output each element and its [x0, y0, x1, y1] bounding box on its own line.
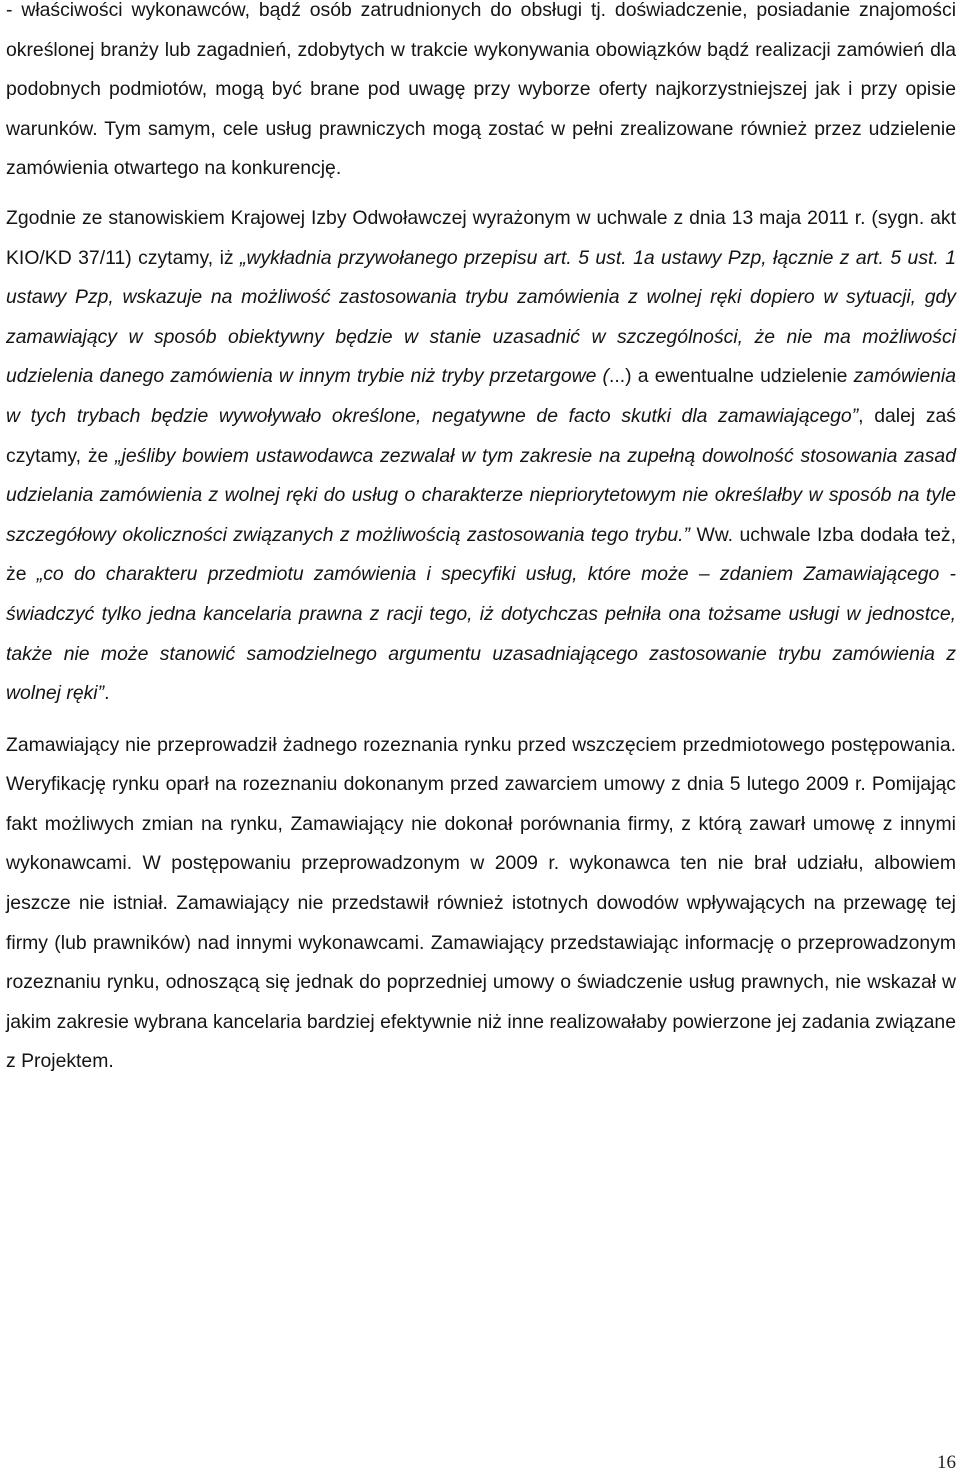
- paragraph-2-text-b: ...) a ewentualne udzielenie: [609, 365, 854, 388]
- page-number: 16: [937, 1452, 956, 1473]
- paragraph-2: [6, 199, 956, 714]
- document-page: [6, 0, 956, 1082]
- paragraph-2-quote-d: „co do charakteru przedmiotu zamówienia i specyfiki usług, które może – zdaniem Zamawiającego - świadczyć tylko jedna kancelaria prawna z racji tego, iż dotychczas pełniła ona tożsame usługi w jednostce, także nie może stanowić samodzielnego argumentu uzasadniającego zastosowanie trybu zamówienia z wolnej ręki”: [6, 563, 956, 705]
- paragraph-2-text-a: Zgodnie ze stanowiskiem Krajowej Izby Odwoławczej wyrażonym w uchwale z dnia 13 maja 2011 r. (sygn. akt KIO/KD 37/11) czytamy, iż: [6, 206, 956, 269]
- paragraph-2-quote-b: zamówienia w tych trybach będzie wywoływało określone, negatywne de facto skutki dla zamawiającego”: [6, 365, 956, 427]
- paragraph-3: [6, 726, 956, 1082]
- paragraph-2-quote-a: „wykładnia przywołanego przepisu art. 5 ust. 1a ustawy Pzp, łącznie z art. 5 ust. 1 ustawy Pzp, wskazuje na możliwość zastosowania trybu zamówienia z wolnej ręki dopiero w sytuacji, gdy zamawiający w sposób obiektywny będzie w stanie uzasadnić w szczególności, że nie ma możliwości udzielenia danego zamówienia w innym trybie niż tryby przetargowe (: [6, 246, 956, 388]
- paragraph-2-text-e: .: [104, 682, 110, 705]
- paragraph-2-text-c: , dalej zaś czytamy, że: [6, 404, 956, 467]
- paragraph-2-quote-c: „jeśliby bowiem ustawodawca zezwalał w tym zakresie na zupełną dowolność stosowania zasad udzielania zamówienia z wolnej ręki do usług o charakterze niepriorytetowym nie określałby w sposób na tyle szczegółowy okoliczności związanych z możliwością zastosowania tego trybu.”: [6, 444, 956, 546]
- paragraph-1-text: - właściwości wykonawców, bądź osób zatrudnionych do obsługi tj. doświadczenie, posiadanie znajomości określonej branży lub zagadnień, zdobytych w trakcie wykonywania obowiązków bądź realizacji zamówień dla podobnych podmiotów, mogą być brane pod uwagę przy wyborze oferty najkorzystniejszej jak i przy opisie warunków. Tym samym, cele usług prawniczych mogą zostać w pełni zrealizowane również przez udzielenie zamówienia otwartego na konkurencję.: [6, 0, 956, 180]
- paragraph-3-text: Zamawiający nie przeprowadził żadnego rozeznania rynku przed wszczęciem przedmiotowego postępowania. Weryfikację rynku oparł na rozeznaniu dokonanym przed zawarciem umowy z dnia 5 lutego 2009 r. Pomijając fakt możliwych zmian na rynku, Zamawiający nie dokonał porównania firmy, z którą zawarł umowę z innymi wykonawcami. W postępowaniu przeprowadzonym w 2009 r. wykonawca ten nie brał udziału, albowiem jeszcze nie istniał. Zamawiający nie przedstawił również istotnych dowodów wpływających na przewagę tej firmy (lub prawników) nad innymi wykonawcami. Zamawiający przedstawiając informację o przeprowadzonym rozeznaniu rynku, odnoszącą się jednak do poprzedniej umowy o świadczenie usług prawnych, nie wskazał w jakim zakresie wybrana kancelaria bardziej efektywnie niż inne realizowałaby powierzone jej zadania związane z Projektem.: [6, 733, 956, 1073]
- paragraph-2-text-d: Ww. uchwale Izba dodała też, że: [6, 523, 957, 586]
- paragraph-1: [6, 0, 956, 189]
